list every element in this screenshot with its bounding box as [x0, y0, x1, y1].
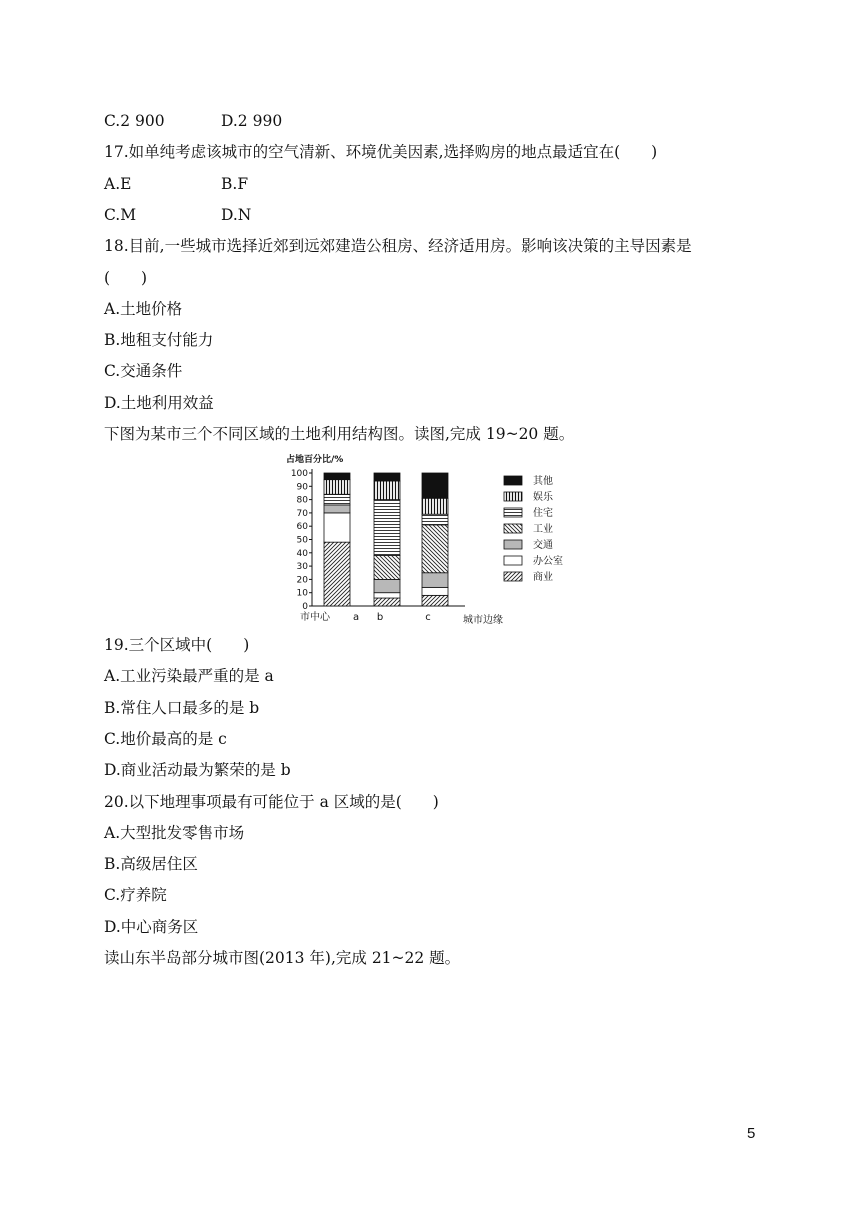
- bar-segment-c-2: [422, 573, 448, 588]
- option-label: D.N: [221, 205, 252, 224]
- text-line: A.大型批发零售市场: [104, 823, 245, 842]
- legend-label: 交通: [533, 540, 553, 551]
- page-number: 5: [747, 1125, 756, 1142]
- text-line: 19.三个区域中( ): [104, 636, 250, 654]
- x-right-label: 城市边缘: [463, 615, 503, 626]
- bar-segment-c-3: [422, 525, 448, 573]
- legend-swatch: [504, 492, 522, 501]
- legend-swatch: [504, 540, 522, 549]
- bar-segment-a-0: [324, 542, 350, 606]
- legend-label: 住宅: [533, 508, 553, 519]
- bar-segment-c-1: [422, 587, 448, 595]
- text-line: 18.目前,一些城市选择近郊到远郊建造公租房、经济适用房。影响该决策的主导因素是: [104, 237, 692, 256]
- y-tick-label: 100: [290, 469, 308, 479]
- text-line: D.土地利用效益: [104, 393, 214, 412]
- legend-swatch: [504, 524, 522, 533]
- bar-segment-c-0: [422, 595, 448, 606]
- bar-segment-c-5: [422, 498, 448, 514]
- legend-swatch: [504, 476, 522, 485]
- y-axis-label: 占地百分比/%: [286, 455, 344, 465]
- bar-segment-b-3: [374, 555, 400, 579]
- bar-segment-b-6: [374, 473, 400, 481]
- text-line: A.土地价格: [104, 299, 183, 318]
- text-line: 20.以下地理事项最有可能位于 a 区域的是( ): [104, 792, 439, 811]
- bar-segment-a-4: [324, 494, 350, 505]
- legend-label: 办公室: [533, 556, 563, 567]
- x-tick-label: a: [353, 612, 360, 623]
- y-tick-label: 60: [296, 522, 308, 533]
- legend-swatch: [504, 508, 522, 517]
- land-use-chart: [280, 448, 580, 628]
- y-tick-label: 50: [296, 535, 308, 546]
- y-tick-label: 30: [296, 562, 308, 573]
- legend-swatch: [504, 572, 522, 581]
- bar-segment-a-1: [324, 513, 350, 542]
- text-line: 读山东半岛部分城市图(2013 年),完成 21~22 题。: [104, 949, 461, 967]
- text-line: C.地价最高的是 c: [104, 729, 227, 748]
- text-line: B.高级居住区: [104, 855, 198, 874]
- text-line: D.中心商务区: [104, 917, 199, 936]
- text-line: ( ): [104, 268, 148, 287]
- x-left-label: 市中心: [300, 612, 330, 623]
- y-tick-label: 20: [296, 575, 308, 586]
- bar-segment-a-6: [324, 473, 350, 480]
- text-line: D.商业活动最为繁荣的是 b: [104, 761, 291, 780]
- y-tick-label: 10: [296, 588, 308, 599]
- bar-segment-b-5: [374, 481, 400, 500]
- y-tick-label: 40: [296, 548, 308, 559]
- legend-swatch: [504, 556, 522, 565]
- text-line: B.地租支付能力: [104, 331, 214, 350]
- bar-segment-a-5: [324, 480, 350, 495]
- text-line: A.工业污染最严重的是 a: [104, 667, 274, 686]
- text-line: C.交通条件: [104, 362, 183, 381]
- option-label: D.2 990: [221, 112, 283, 130]
- text-line: B.常住人口最多的是 b: [104, 698, 260, 717]
- bar-segment-c-4: [422, 514, 448, 525]
- option-row: [104, 111, 283, 131]
- bar-segment-b-1: [374, 593, 400, 598]
- option-label: C.M: [104, 205, 137, 224]
- legend-label: 娱乐: [533, 492, 553, 503]
- option-label: B.F: [221, 174, 249, 193]
- option-label: C.2 900: [104, 112, 165, 130]
- option-row: [104, 174, 249, 194]
- bar-segment-b-4: [374, 500, 400, 556]
- bar-segment-c-6: [422, 473, 448, 498]
- y-tick-label: 80: [296, 495, 308, 506]
- y-tick-label: 70: [296, 508, 308, 519]
- legend-label: 商业: [533, 572, 553, 583]
- y-tick-label: 90: [296, 482, 308, 493]
- bar-segment-b-0: [374, 598, 400, 606]
- bar-segment-a-2: [324, 505, 350, 513]
- option-row: [104, 205, 252, 225]
- legend-label: 其他: [533, 476, 553, 487]
- option-label: A.E: [104, 174, 132, 193]
- text-line: 下图为某市三个不同区域的土地利用结构图。读图,完成 19~20 题。: [104, 425, 575, 443]
- bar-segment-b-2: [374, 579, 400, 592]
- legend-label: 工业: [533, 524, 553, 535]
- x-tick-label: b: [376, 612, 384, 623]
- text-line: 17.如单纯考虑该城市的空气清新、环境优美因素,选择购房的地点最适宜在( ): [104, 143, 658, 162]
- x-tick-label: c: [425, 612, 431, 623]
- y-tick-label: 0: [302, 602, 308, 612]
- text-line: C.疗养院: [104, 886, 167, 905]
